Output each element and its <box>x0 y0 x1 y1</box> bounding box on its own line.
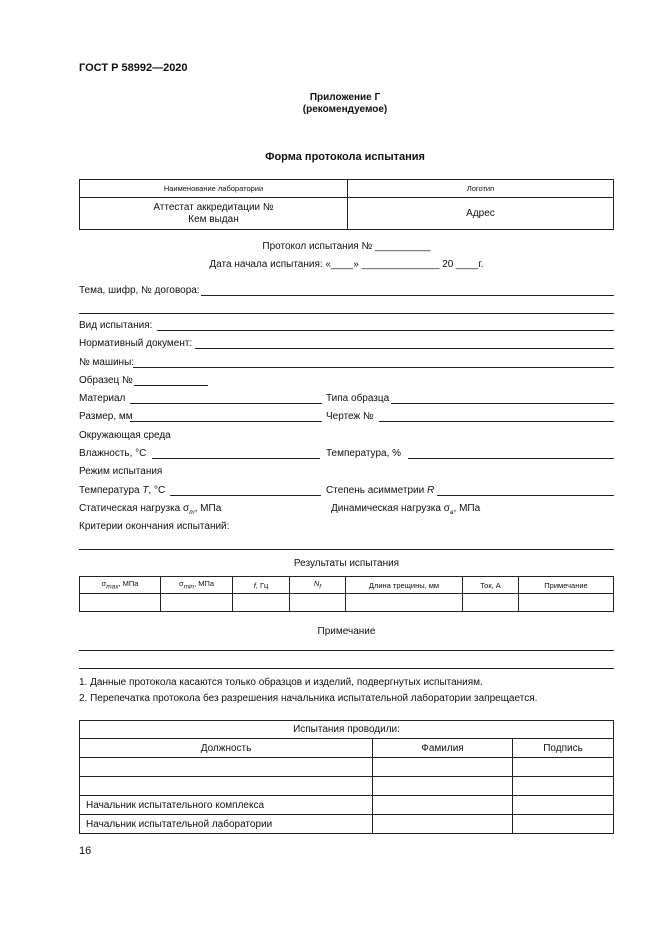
page-number: 16 <box>79 845 92 857</box>
topic-label: Тема, шифр, № договора: <box>79 285 200 296</box>
col-sigma-min: $\sigma_{min}$, МПа <box>161 577 233 594</box>
asymmetry-symbol: R <box>426 485 435 496</box>
dynamic-load-label <box>331 503 480 516</box>
asymmetry-text: Степень асимметрии <box>326 485 425 496</box>
dynamic-load-text: Динамическая нагрузка σ <box>331 503 450 514</box>
staff-row-complex-signature[interactable] <box>513 796 614 815</box>
note-item-2: 2. Перепечатка протокола без разрешения начальника испытательной лаборатории запрещается. <box>79 693 538 704</box>
accreditation-cell <box>80 198 348 230</box>
topic-line-2[interactable] <box>79 313 614 314</box>
machine-label: № машины: <box>79 357 135 368</box>
col-current: Ток, А <box>463 577 519 594</box>
note-line-1[interactable] <box>79 650 614 651</box>
temperature-pct-label: Температура, % <box>326 448 402 459</box>
environment-label: Окружающая среда <box>79 430 171 441</box>
test-mode-label: Режим испытания <box>79 466 163 477</box>
cell-sigma-max[interactable] <box>80 594 161 612</box>
col-nf: $N_f$ <box>290 577 346 594</box>
temperature-t-unit: , °С <box>148 485 166 496</box>
cell-nf[interactable] <box>290 594 346 612</box>
staff-row-2-surname[interactable] <box>373 777 513 796</box>
humidity-line[interactable] <box>152 458 320 459</box>
protocol-number: Протокол испытания № __________ <box>262 241 431 252</box>
staff-row-lab-surname[interactable] <box>373 815 513 834</box>
normative-doc-line[interactable] <box>195 348 614 349</box>
staff-row-1-surname[interactable] <box>373 758 513 777</box>
material-label: Материал <box>79 393 126 404</box>
accreditation-number: Аттестат аккредитации № <box>153 201 274 213</box>
sample-label: Образец № <box>79 375 133 386</box>
humidity-label: Влажность, °С <box>79 448 147 459</box>
col-position: Должность <box>80 739 373 758</box>
dynamic-load-sub: a <box>449 509 454 516</box>
topic-line[interactable] <box>201 295 614 296</box>
cell-current[interactable] <box>463 594 519 612</box>
col-sigma-max: $\sigma_{max}$, МПа <box>80 577 161 594</box>
static-load-unit: , МПа <box>194 503 222 514</box>
lab-name-cell: Наименование лаборатории <box>80 180 348 198</box>
col-frequency: f, Гц <box>233 577 290 594</box>
static-load-sub: m <box>189 509 195 516</box>
asymmetry-line[interactable] <box>437 495 614 496</box>
dynamic-load-unit: , МПа <box>453 503 481 514</box>
criteria-line[interactable] <box>79 549 614 550</box>
asymmetry-label <box>326 485 434 496</box>
staff-row-2-signature[interactable] <box>513 777 614 796</box>
material-line[interactable] <box>130 403 322 404</box>
static-load-text: Статическая нагрузка σ <box>79 503 190 514</box>
note-item-1: 1. Данные протокола касаются только образцов и изделий, подвергнутых испытаниям. <box>79 677 483 688</box>
appendix-subtitle: (рекомендуемое) <box>302 104 388 115</box>
cell-note[interactable] <box>519 594 614 612</box>
results-table <box>79 576 614 612</box>
temperature-t-line[interactable] <box>170 495 321 496</box>
test-type-line[interactable] <box>157 330 614 331</box>
note-title: Примечание <box>317 626 376 637</box>
col-signature: Подпись <box>513 739 614 758</box>
staff-row-2-position[interactable] <box>80 777 373 796</box>
cell-crack-length[interactable] <box>346 594 463 612</box>
staff-row-1-position[interactable] <box>80 758 373 777</box>
staff-row-lab: Начальник испытательной лаборатории <box>80 815 373 834</box>
staff-row-1-signature[interactable] <box>513 758 614 777</box>
protocol-date: Дата начала испытания: «____» ______________ 20 ____г. <box>209 259 484 270</box>
lab-table <box>79 179 614 230</box>
staff-row-complex-surname[interactable] <box>373 796 513 815</box>
sample-type-line[interactable] <box>391 403 614 404</box>
form-title: Форма протокола испытания <box>265 151 425 163</box>
criteria-label: Критерии окончания испытаний: <box>79 521 230 532</box>
drawing-line[interactable] <box>379 421 614 422</box>
logo-cell: Логотип <box>348 180 614 198</box>
staff-row-complex: Начальник испытательного комплекса <box>80 796 373 815</box>
results-title: Результаты испытания <box>293 558 400 569</box>
col-crack-length: Длина трещины, мм <box>346 577 463 594</box>
document-id: ГОСТ Р 58992—2020 <box>79 62 188 74</box>
address-cell: Адрес <box>348 198 614 230</box>
cell-sigma-min[interactable] <box>161 594 233 612</box>
temperature-pct-line[interactable] <box>408 458 614 459</box>
normative-doc-label: Нормативный документ: <box>79 338 193 349</box>
temperature-t-symbol: T <box>142 485 149 496</box>
staff-row-lab-signature[interactable] <box>513 815 614 834</box>
cell-frequency[interactable] <box>233 594 290 612</box>
col-note: Примечание <box>519 577 614 594</box>
temperature-t-label <box>79 485 165 496</box>
accreditation-issuer: Кем выдан <box>188 213 239 225</box>
appendix-title: Приложение Г <box>309 92 381 103</box>
test-type-label: Вид испытания: <box>79 320 153 331</box>
size-line[interactable] <box>130 421 322 422</box>
note-line-2[interactable] <box>79 668 614 669</box>
sample-type-label: Типа образца <box>326 393 390 404</box>
col-surname: Фамилия <box>373 739 513 758</box>
drawing-label: Чертеж № <box>326 411 374 422</box>
staff-title: Испытания проводили: <box>80 721 614 739</box>
staff-table <box>79 720 614 834</box>
size-label: Размер, мм <box>79 411 133 422</box>
temperature-t-text: Температура <box>79 485 140 496</box>
sample-line[interactable] <box>134 385 208 386</box>
machine-line[interactable] <box>133 367 614 368</box>
static-load-label <box>79 503 221 516</box>
